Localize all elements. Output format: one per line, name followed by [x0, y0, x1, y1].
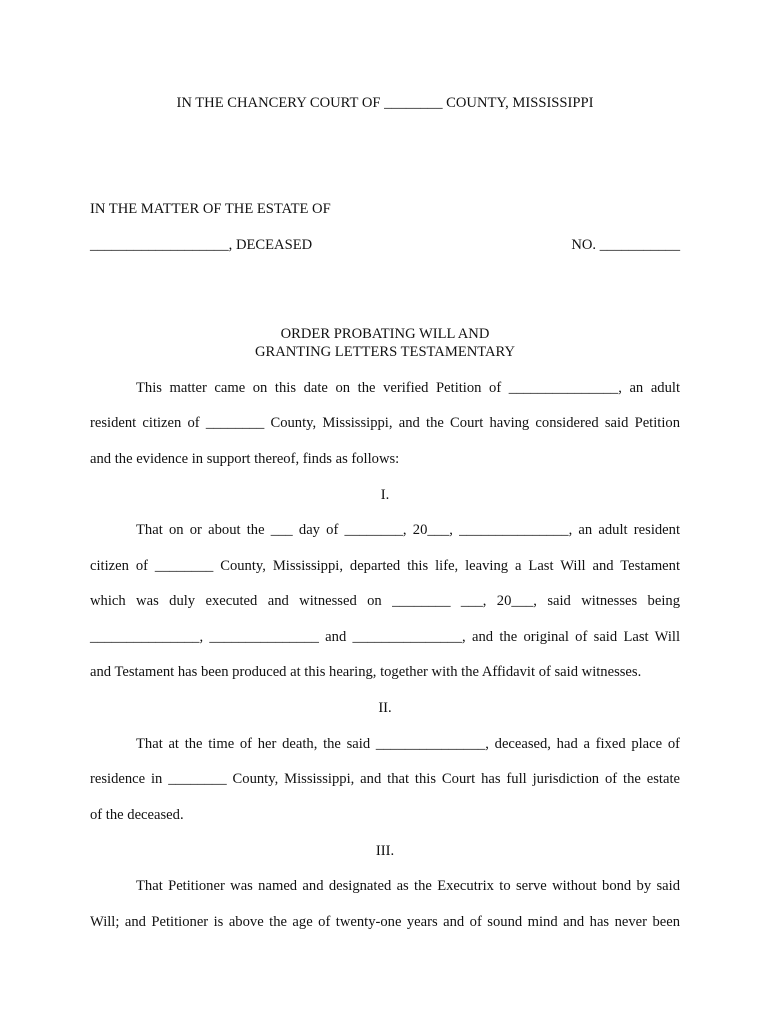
- intro-paragraph-line-3: and the evidence in support thereof, finds as follows:: [90, 451, 400, 467]
- section-1-line-2: citizen of ________ County, Mississippi, departed this life, leaving a Last Will and Testament: [90, 558, 680, 574]
- court-header: IN THE CHANCERY COURT OF ________ COUNTY, MISSISSIPPI: [176, 95, 594, 111]
- section-numeral-3: III.: [375, 843, 395, 859]
- estate-matter-heading: IN THE MATTER OF THE ESTATE OF: [90, 201, 331, 217]
- order-title-line-2: GRANTING LETTERS TESTAMENTARY: [254, 344, 516, 360]
- section-1-line-5: and Testament has been produced at this hearing, together with the Affidavit of said witnesses.: [90, 664, 642, 680]
- section-3-line-2: Will; and Petitioner is above the age of twenty-one years and of sound mind and has never been: [90, 914, 680, 930]
- intro-paragraph-line-1: This matter came on this date on the verified Petition of _______________, an adult: [136, 380, 680, 396]
- section-numeral-2: II.: [378, 700, 392, 716]
- intro-paragraph-line-2: resident citizen of ________ County, Mississippi, and the Court having considered said Petition: [90, 415, 680, 431]
- deceased-name-line: ___________________, DECEASED: [90, 237, 313, 253]
- order-title-line-1: ORDER PROBATING WILL AND: [280, 326, 490, 342]
- section-2-line-2: residence in ________ County, Mississippi, and that this Court has full jurisdiction of the estate: [90, 771, 680, 787]
- section-2-line-3: of the deceased.: [90, 807, 184, 823]
- section-1-line-1: That on or about the ___ day of ________, 20___, _______________, an adult resident: [136, 522, 680, 538]
- section-1-line-3: which was duly executed and witnessed on ________ ___, 20___, said witnesses being: [90, 593, 680, 609]
- section-3-line-1: That Petitioner was named and designated as the Executrix to serve without bond by said: [136, 878, 680, 894]
- section-1-line-4: _______________, _______________ and _______________, and the original of said Last Will: [90, 629, 680, 645]
- section-numeral-1: I.: [380, 487, 390, 503]
- case-number: NO. ___________: [571, 237, 680, 253]
- section-2-line-1: That at the time of her death, the said _______________, deceased, had a fixed place of: [136, 736, 680, 752]
